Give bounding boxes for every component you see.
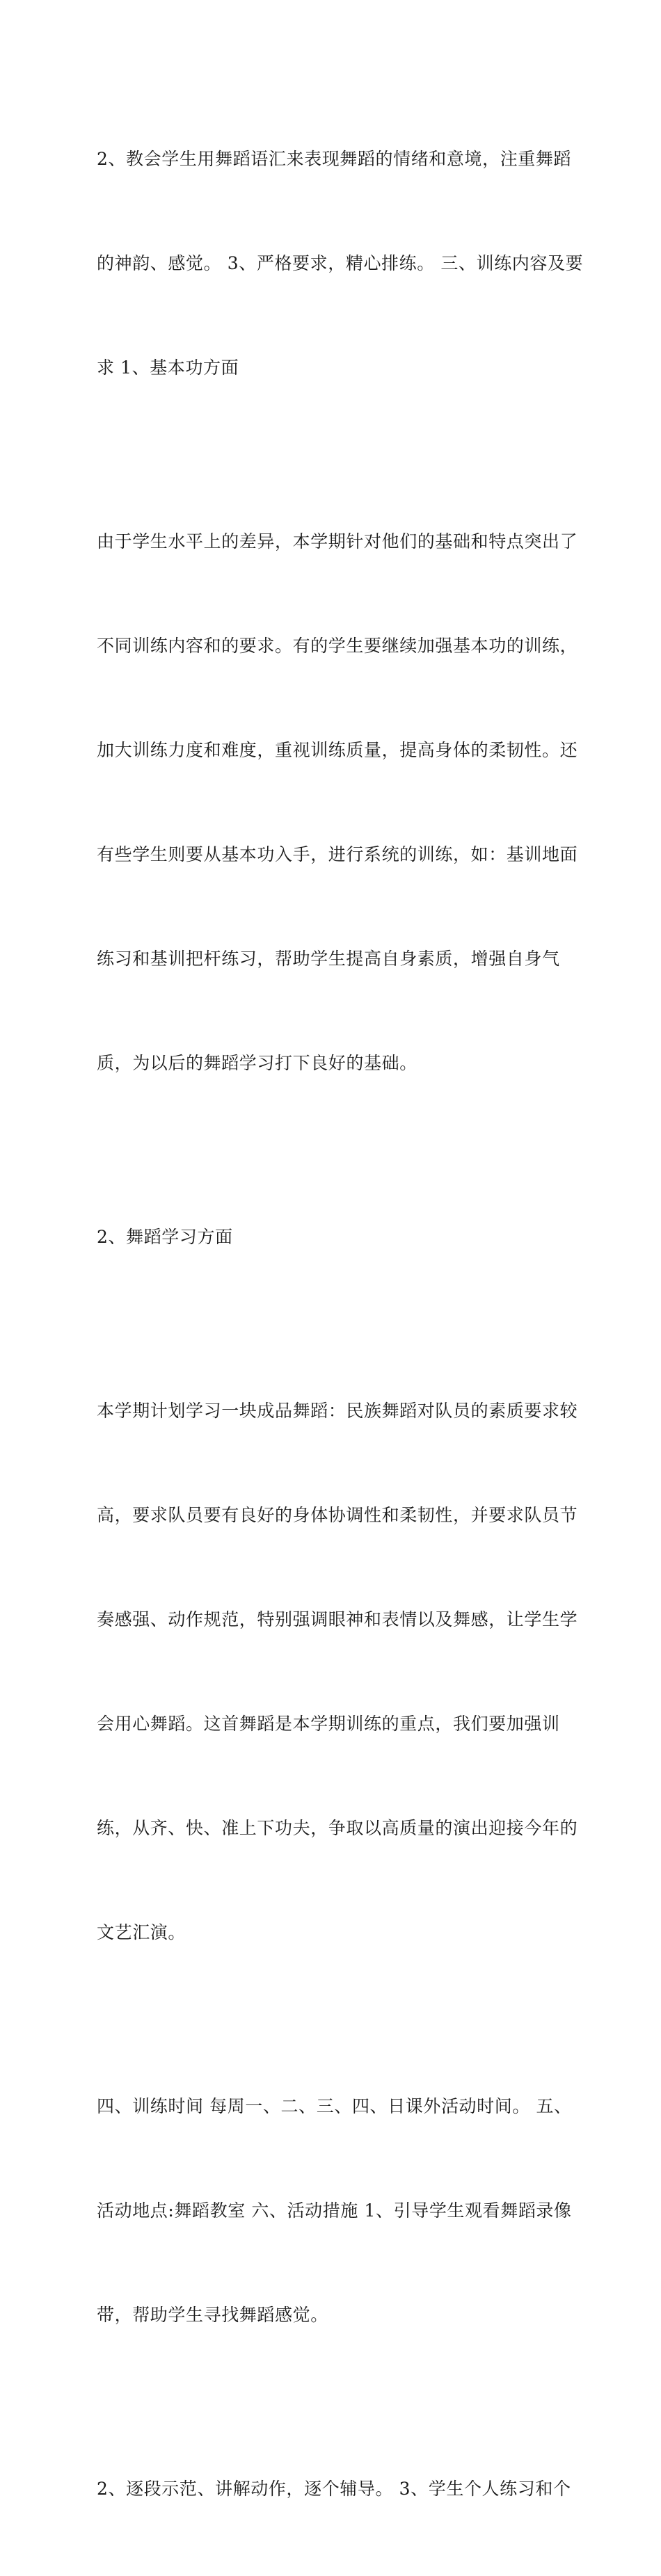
paragraph-objectives — [97, 72, 584, 455]
text-line: 2、教会学生用舞蹈语汇来表现舞蹈的情绪和意境，注重舞蹈 — [97, 149, 572, 169]
text-line: 会用心舞蹈。这首舞蹈是本学期训练的重点，我们要加强训 — [97, 1714, 560, 1734]
text-line: 有些学生则要从基本功入手，进行系统的训练，如：基训地面 — [97, 844, 578, 864]
text-line: 不同训练内容和的要求。有的学生要继续加强基本功的训练， — [97, 636, 578, 656]
document-body — [97, 72, 584, 2576]
text-line: 2、逐段示范、讲解动作，逐个辅导。 3、学生个人练习和个 — [97, 2479, 571, 2499]
text-line: 的神韵、感觉。 3、严格要求，精心排练。 三、训练内容及要 — [97, 253, 584, 273]
text-line: 练习和基训把杆练习，帮助学生提高自身素质，增强自身气 — [97, 949, 560, 969]
text-line: 奏感强、动作规范，特别强调眼神和表情以及舞感，让学生学 — [97, 1609, 578, 1629]
text-line: 2、舞蹈学习方面 — [97, 1227, 233, 1247]
text-line: 高，要求队员要有良好的身体协调性和柔韧性，并要求队员节 — [97, 1505, 578, 1525]
text-line: 活动地点:舞蹈教室 六、活动措施 1、引导学生观看舞蹈录像 — [97, 2200, 572, 2221]
text-line: 本学期计划学习一块成品舞蹈：民族舞蹈对队员的素质要求较 — [97, 1401, 578, 1421]
text-line: 带，帮助学生寻找舞蹈感觉。 — [97, 2305, 328, 2325]
paragraph-basic-skills — [97, 455, 578, 1150]
paragraph-dance-learning — [97, 1324, 578, 2020]
text-line: 求 1、基本功方面 — [97, 357, 239, 378]
text-line: 文艺汇演。 — [97, 1922, 186, 1942]
text-line: 质，为以后的舞蹈学习打下良好的基础。 — [97, 1053, 417, 1073]
text-line: 四、训练时间 每周一、二、三、四、日课外活动时间。 五、 — [97, 2096, 572, 2116]
paragraph-measures — [97, 2402, 570, 2576]
text-line: 加大训练力度和难度，重视训练质量，提高身体的柔韧性。还 — [97, 740, 578, 760]
paragraph-schedule-location — [97, 2020, 570, 2402]
paragraph-heading-dance-learning — [97, 1150, 570, 1324]
text-line: 练，从齐、快、准上下功夫，争取以高质量的演出迎接今年的 — [97, 1818, 578, 1838]
text-line: 由于学生水平上的差异，本学期针对他们的基础和特点突出了 — [97, 531, 578, 552]
